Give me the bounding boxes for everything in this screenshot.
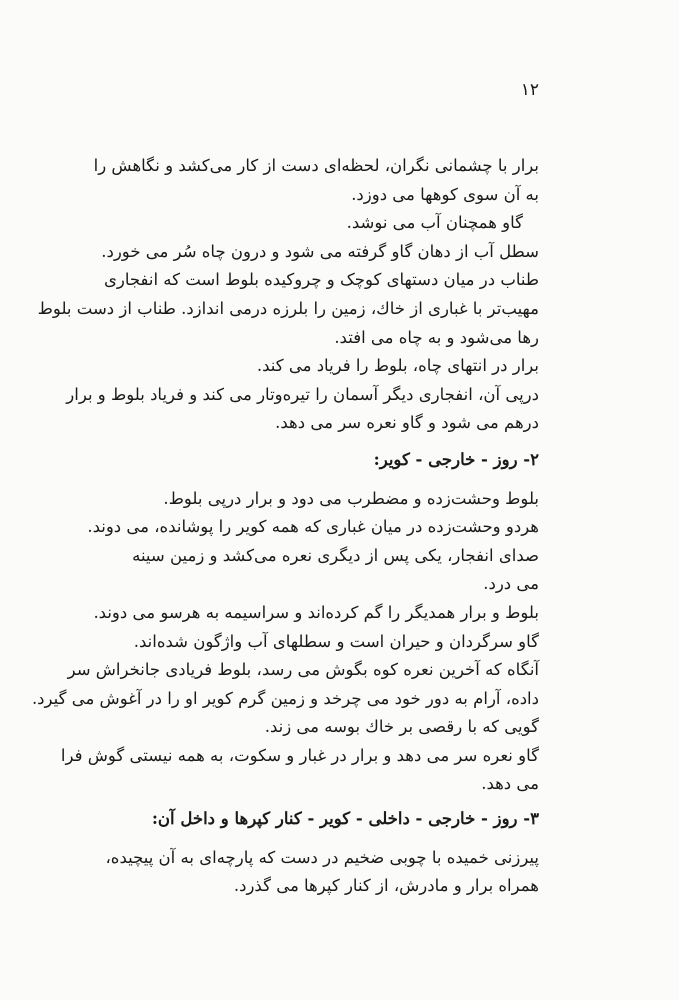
paragraph-line: آنگاه که آخرین نعره کوه بگوش می رسد، بلوط فریادی جانخراش سر (67, 660, 539, 680)
paragraph-line: به آن سوی کوهها می دوزد. (351, 184, 539, 204)
paragraph-line: داده، آرام به دور خود می چرخد و زمین گرم کویر او را در آغوش می گیرد. (31, 688, 539, 708)
paragraph-line: می دهد. (481, 774, 539, 794)
scene-heading-3: ۳- روز - خارجی - داخلی - کویر - کنار کپرها و داخل آن: (151, 809, 539, 829)
scene-heading-2: ۲- روز - خارجی - کویر: (373, 449, 539, 469)
paragraph-line: رها می‌شود و به چاه می افتد. (334, 327, 539, 347)
paragraph-line: برار در انتهای چاه، بلوط را فریاد می کند. (256, 356, 539, 376)
paragraph-line: سطل آب از دهان گاو گرفته می شود و درون چاه سُر می خورد. (101, 241, 539, 261)
paragraph-line: صدای انفجار، یکی پس از دیگری نعره می‌کشد و زمین سینه (132, 545, 539, 565)
paragraph-line: می درد. (483, 574, 539, 594)
screenplay-text (31, 152, 539, 901)
paragraph-line: همراه برار و مادرش، از کنار کپرها می گذرد. (233, 876, 539, 896)
paragraph-line: گویی که با رقصی بر خاك بوسه می زند. (264, 717, 539, 737)
paragraph-line: گاو سرگردان و حیران است و سطلهای آب واژگون شده‌اند. (133, 631, 539, 651)
paragraph-line: بلوط و برار همدیگر را گم کرده‌اند و سراسیمه به هرسو می دوند. (93, 602, 539, 622)
paragraph-line: بلوط وحشت‌زده و مضطرب می دود و برار درپی بلوط. (163, 488, 539, 508)
page-number: ۱۲ (520, 80, 539, 100)
paragraph-line: مهیب‌تر با غباری از خاك، زمین را بلرزه درمی اندازد. طناب از دست بلوط (37, 298, 539, 318)
paragraph-line: درپی آن، انفجاری دیگر آسمان را تیره‌وتار می کند و فریاد بلوط و برار (66, 384, 539, 404)
paragraph-line: پیرزنی خمیده با چوبی ضخیم در دست که پارچه‌ای به آن پیچیده، (105, 847, 539, 867)
paragraph-line: برار با چشمانی نگران، لحظه‌ای دست از کار می‌کشد و نگاهش را (93, 156, 539, 175)
paragraph-line: گاو نعره سر می دهد و برار در غبار و سکوت، به همه نیستی گوش فرا (60, 745, 539, 765)
paragraph-line: گاو همچنان آب می نوشد. (346, 213, 523, 233)
paragraph-line: درهم می شود و گاو نعره سر می دهد. (275, 413, 539, 433)
paragraph-line: هردو وحشت‌زده در میان غباری که همه کویر را پوشانده، می دوند. (87, 517, 539, 537)
paragraph-line: طناب در میان دستهای کوچک و چروکیده بلوط است که انفجاری (103, 270, 539, 290)
